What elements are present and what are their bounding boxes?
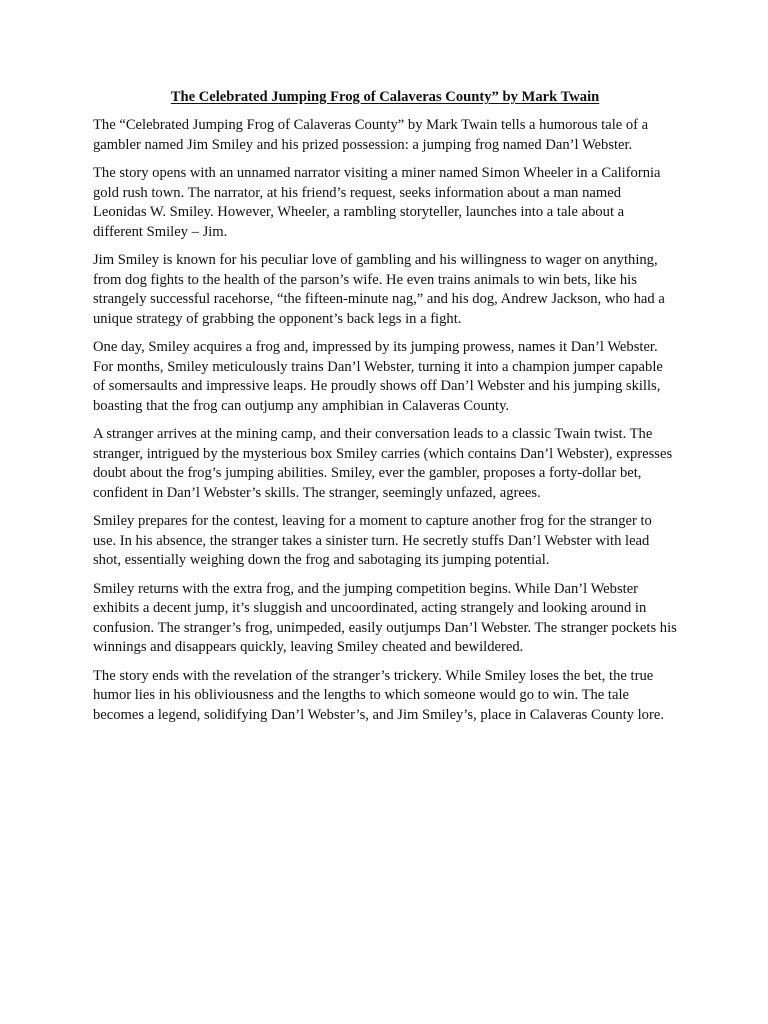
paragraph-2: The story opens with an unnamed narrator visiting a miner named Simon Wheeler in a California gold rush town. The narrator, at his friend’s request, seeks information about a man named Leonidas W. Smiley. However, Wheeler, a rambling storyteller, launches into a tale about a different Smiley – Jim. [93,165,661,240]
paragraph-1: The “Celebrated Jumping Frog of Calaveras County” by Mark Twain tells a humorous tale of a gambler named Jim Smiley and his prized possession: a jumping frog named Dan’l Webster. [93,117,649,153]
paragraph-3: Jim Smiley is known for his peculiar love of gambling and his willingness to wager on anything, from dog fights to the health of the parson’s wife. He even trains animals to win bets, like his strangely successful racehorse, “the fifteen-minute nag,” and his dog, Andrew Jackson, who had a unique strategy of grabbing the opponent’s back legs in a fight. [93,252,665,327]
paragraph-4: One day, Smiley acquires a frog and, impressed by its jumping prowess, names it Dan’l Webster. For months, Smiley meticulously trains Dan’l Webster, turning it into a champion jumper capable of somersaults and impressive leaps. He proudly shows off Dan’l Webster and his jumping skills, boasting that the frog can outjump any amphibian in Calaveras County. [93,339,663,414]
paragraph-7: Smiley returns with the extra frog, and the jumping competition begins. While Dan’l Webster exhibits a decent jump, it’s sluggish and uncoordinated, acting strangely and looking around in confusion. The stranger’s frog, unimpeded, easily outjumps Dan’l Webster. The stranger pockets his winnings and disappears quickly, leaving Smiley cheated and bewildered. [93,580,677,655]
paragraph-8: The story ends with the revelation of the stranger’s trickery. While Smiley loses the bet, the true humor lies in his obliviousness and the lengths to which someone would go to win. The tale becomes a legend, solidifying Dan’l Webster’s, and Jim Smiley’s, place in Calaveras County lore. [93,667,664,723]
document-title: The Celebrated Jumping Frog of Calaveras County” by Mark Twain [170,89,600,105]
paragraph-6: Smiley prepares for the contest, leaving for a moment to capture another frog for the stranger to use. In his absence, the stranger takes a sinister turn. He secretly stuffs Dan’l Webster with lead shot, essentially weighing down the frog and sabotaging its jumping potential. [93,513,652,568]
document-body [93,88,677,734]
paragraph-5: A stranger arrives at the mining camp, and their conversation leads to a classic Twain twist. The stranger, intrigued by the mysterious box Smiley carries (which contains Dan’l Webster), expresses doubt about the frog’s jumping abilities. Smiley, ever the gambler, proposes a forty-dollar bet, confident in Dan’l Webster’s skills. The stranger, seemingly unfazed, agrees. [93,426,673,501]
